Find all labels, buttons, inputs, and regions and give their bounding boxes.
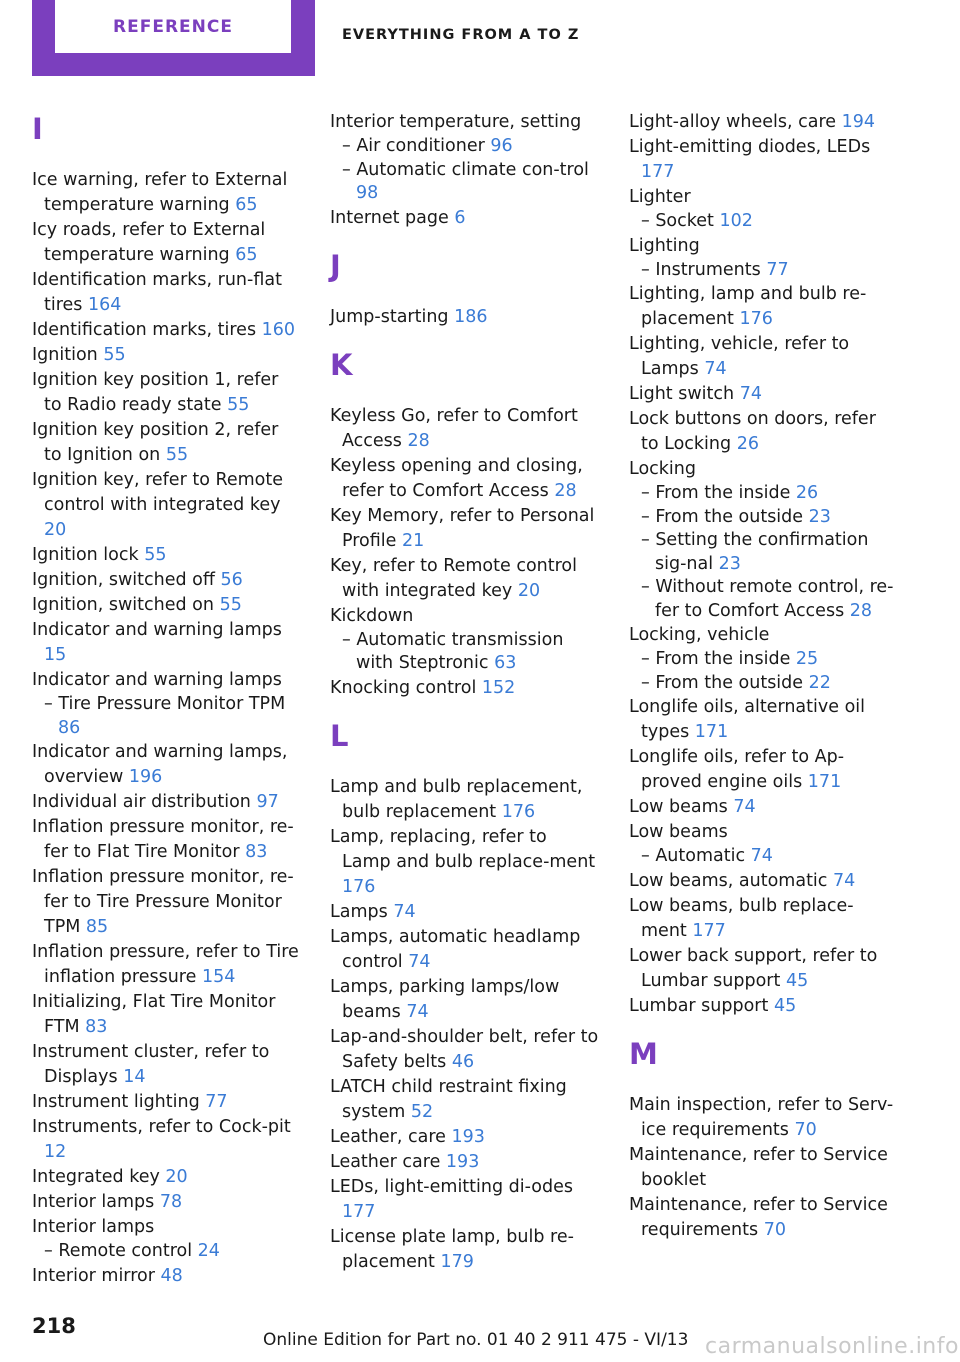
entry-text: Ignition key, refer to Remote control with integrated key [32,470,283,515]
section-tab: REFERENCE [55,0,291,53]
entry-text: Lumbar support [629,995,769,1016]
entry-text: Instruments, refer to Cock-pit [32,1117,291,1137]
index-entry [330,925,600,975]
entry-text: From the inside [655,483,791,503]
index-entry [330,1225,600,1275]
index-entry [32,268,300,318]
page-reference-link[interactable]: 55 [165,445,189,465]
index-subentry [629,529,899,576]
entry-text: Instrument lighting [32,1092,200,1112]
entry-text: Longlife oils, refer to Ap-proved engine oils [629,747,845,792]
index-subentry [629,648,899,672]
index-entry [629,994,899,1019]
entry-text: Lamp and bulb replacement, bulb replacement [330,776,583,822]
entry-text: Maintenance, refer to Service booklet [629,1144,888,1190]
entry-text: Lighting, vehicle, refer to Lamps [629,334,850,379]
page-reference-link[interactable]: 52 [410,1101,434,1122]
index-entry [32,593,300,618]
entry-text: Tire Pressure Monitor TPM [58,694,286,714]
page-reference-link[interactable]: 24 [197,1241,220,1261]
page-reference-link[interactable]: 78 [159,1192,183,1212]
entry-text: Leather care [330,1151,441,1172]
index-entry [32,468,300,543]
index-subentry [330,629,600,676]
index-entry [32,318,300,343]
page-reference-link[interactable]: 74 [733,797,756,817]
page-reference-link[interactable]: 28 [849,600,873,621]
index-entry [629,382,899,407]
page-reference-link[interactable]: 55 [144,545,167,565]
index-section-letter: I [32,112,43,146]
page-reference-link[interactable]: 77 [766,259,789,280]
entry-text: Jump-starting [330,306,449,327]
page-reference-link[interactable]: 55 [103,345,126,365]
index-entry [32,668,300,693]
index-entry [629,457,899,482]
page-reference-link[interactable]: 177 [692,920,726,941]
entry-text: Low beams [629,797,728,817]
entry-text: Automatic [655,846,746,866]
entry-text: Ignition [32,345,98,365]
entry-text: Lap-and-shoulder belt, refer to Safety belts [330,1026,599,1072]
entry-text: Inflation pressure monitor, re-fer to Flat Tire Monitor [32,817,294,862]
entry-text: Indicator and warning lamps [32,620,282,640]
entry-text: Lamps, parking lamps/low beams [330,976,560,1022]
entry-text: Ignition lock [32,545,139,565]
page-reference-link[interactable]: 98 [356,183,379,203]
index-entry [32,1264,300,1289]
entry-text: License plate lamp, bulb re-placement [330,1226,574,1272]
index-entry [330,975,600,1025]
entry-text: Internet page [330,207,449,228]
entry-text: Maintenance, refer to Service requirements [629,1194,888,1240]
index-entry [629,135,899,185]
entry-text: Icy roads, refer to External temperature warning [32,220,266,265]
edition-footer: Online Edition for Part no. 01 40 2 911 475 - VI/13 [263,1330,689,1350]
entry-text: Locking, vehicle [629,625,770,645]
entry-text: Ice warning, refer to External temperature warning [32,170,288,215]
index-entry [330,110,600,135]
entry-text: Remote control [58,1241,193,1261]
index-column-1 [32,110,300,1289]
index-section-letter: K [330,347,353,382]
page-reference-link[interactable]: 176 [739,309,773,329]
entry-text: Setting the confirmation sig-nal [655,530,869,574]
index-subentry [629,576,899,623]
page-reference-link[interactable]: 97 [256,792,279,812]
entry-text: Kickdown [330,605,414,626]
index-subentry [629,210,899,234]
page-reference-link[interactable]: 74 [408,951,431,972]
index-subentry [330,159,600,206]
page-reference-link[interactable]: 177 [342,1201,376,1222]
entry-text: Automatic climate con-trol [356,159,589,180]
entry-text: Lamps, automatic headlamp control [330,926,581,972]
page-reference-link[interactable]: 193 [451,1126,485,1147]
entry-text: Automatic transmission with Steptronic [356,629,564,673]
index-subentry [629,259,899,283]
entry-text: Locking [629,459,696,479]
entry-text: Ignition key position 2, refer to Ignition on [32,420,279,465]
page-reference-link[interactable]: 194 [841,112,876,132]
index-entry [629,869,899,894]
index-entry [629,623,899,648]
entry-text: Light-emitting diodes, LEDs [629,137,871,157]
entry-text: Without remote control, re-fer to Comfort Access [655,577,894,621]
index-entry [32,1190,300,1215]
entry-text: Lock buttons on doors, refer to Locking [629,409,876,454]
index-entry [330,305,600,330]
index-entry [330,676,600,701]
index-subentry [629,672,899,696]
page-reference-link[interactable]: 164 [88,295,122,315]
entry-text: Ignition key position 1, refer to Radio ready state [32,370,279,415]
entry-text: Interior lamps [32,1217,155,1237]
entry-text: From the outside [655,506,804,527]
entry-text: Interior lamps [32,1192,155,1212]
page-number: 218 [32,1314,76,1338]
index-entry [32,815,300,865]
index-entry [330,454,600,504]
index-entry [330,1175,600,1225]
index-entry [32,368,300,418]
page-reference-link[interactable]: 193 [445,1151,480,1172]
page-reference-link[interactable]: 45 [785,970,809,991]
page-reference-link[interactable]: 102 [719,211,753,231]
entry-text: Indicator and warning lamps [32,670,282,690]
index-entry [32,343,300,368]
index-entry [32,1040,300,1090]
page-reference-link[interactable]: 45 [773,995,797,1016]
page-reference-link[interactable]: 26 [795,483,819,503]
page-reference-link[interactable]: 154 [201,967,236,987]
page-reference-link[interactable]: 21 [402,530,425,551]
index-subentry [330,135,600,159]
index-entry [32,865,300,940]
index-entry [32,218,300,268]
page-reference-link[interactable]: 15 [44,645,67,665]
index-entry [330,604,600,629]
entry-text: Air conditioner [356,136,485,156]
index-entry [629,407,899,457]
page-reference-link[interactable]: 176 [501,801,536,822]
page-reference-link[interactable]: 176 [342,876,376,897]
page-reference-link[interactable]: 20 [517,580,541,601]
entry-text: Leather, care [330,1126,446,1147]
page-reference-link[interactable]: 152 [481,677,516,698]
page-reference-link[interactable]: 56 [220,570,243,590]
page-reference-link[interactable]: 96 [490,136,513,156]
page-reference-link[interactable]: 74 [406,1001,429,1022]
entry-text: Low beams, bulb replace-ment [629,895,854,941]
page-reference-link[interactable]: 83 [85,1017,108,1037]
entry-text: Identification marks, run-flat tires [32,270,282,315]
page-reference-link[interactable]: 23 [808,506,831,527]
entry-text: From the inside [655,649,791,669]
index-entry [629,745,899,795]
entry-text: Lamps [330,901,388,922]
entry-text: Low beams [629,822,728,842]
entry-text: Main inspection, refer to Serv-ice requirements [629,1094,894,1140]
index-entry [629,820,899,845]
page-reference-link[interactable]: 28 [407,430,430,451]
page-reference-link[interactable]: 74 [739,384,762,404]
entry-text: Inflation pressure monitor, re-fer to Tire Pressure Monitor TPM [32,867,294,937]
page-reference-link[interactable]: 23 [718,553,741,574]
page-reference-link[interactable]: 12 [44,1142,67,1162]
page-reference-link[interactable]: 22 [808,672,831,693]
page-reference-link[interactable]: 20 [165,1167,188,1187]
index-entry [330,206,600,231]
page-reference-link[interactable]: 74 [750,846,773,866]
entry-text: Low beams, automatic [629,870,828,891]
entry-text: Instrument cluster, refer to Displays [32,1042,270,1087]
index-entry [629,944,899,994]
page-reference-link[interactable]: 46 [451,1051,475,1072]
index-entry [330,900,600,925]
page-reference-link[interactable]: 179 [440,1251,474,1272]
entry-text: Interior mirror [32,1265,155,1286]
index-entry [32,618,300,668]
entry-text: Light-alloy wheels, care [629,112,837,132]
page-title: EVERYTHING FROM A TO Z [342,27,580,43]
entry-text: Ignition, switched on [32,595,214,615]
entry-text: Light switch [629,384,735,404]
page-reference-link[interactable]: 70 [794,1119,817,1140]
page-reference-link[interactable]: 74 [393,901,416,922]
entry-text: From the outside [655,672,804,693]
index-entry [330,775,600,825]
index-entry [629,894,899,944]
page-reference-link[interactable]: 85 [85,917,109,937]
index-entry [629,282,899,332]
index-subentry [629,845,899,869]
index-column-2 [330,110,600,1275]
page-reference-link[interactable]: 65 [235,195,258,215]
entry-text: LATCH child restraint fixing system [330,1076,567,1122]
index-entry [629,695,899,745]
index-subentry [32,693,300,740]
entry-text: Integrated key [32,1167,160,1187]
entry-text: LEDs, light-emitting di-odes [330,1176,573,1197]
page-reference-link[interactable]: 55 [219,595,242,615]
index-entry [629,1193,899,1243]
page-reference-link[interactable]: 28 [554,480,577,501]
index-entry [32,740,300,790]
index-entry [330,1150,600,1175]
page-reference-link[interactable]: 77 [205,1092,228,1112]
page-reference-link[interactable]: 63 [494,653,517,673]
index-entry [330,504,600,554]
page-reference-link[interactable]: 171 [694,722,729,742]
page-reference-link[interactable]: 6 [454,207,466,228]
entry-text: Inflation pressure, refer to Tire inflation pressure [32,942,299,987]
index-entry [629,185,899,210]
page-reference-link[interactable]: 83 [245,842,268,862]
index-entry [32,990,300,1040]
entry-text: Lighting, lamp and bulb re-placement [629,284,867,329]
page-reference-link[interactable]: 86 [58,717,81,738]
entry-text: Socket [655,211,714,231]
entry-text: Lamp, replacing, refer to Lamp and bulb replace-ment [330,826,596,872]
page-reference-link[interactable]: 70 [763,1219,786,1240]
entry-text: Initializing, Flat Tire Monitor FTM [32,992,276,1037]
index-entry [629,332,899,382]
page-reference-link[interactable]: 74 [704,359,727,379]
index-entry [32,168,300,218]
entry-text: Identification marks, tires [32,320,257,340]
index-subentry [32,1240,300,1264]
entry-text: Lighting [629,235,700,256]
index-entry [330,1125,600,1150]
page-reference-link[interactable]: 177 [641,162,675,182]
entry-text: Indicator and warning lamps, overview [32,742,288,787]
index-section-letter: L [330,718,349,753]
entry-text: Keyless Go, refer to Comfort Access [330,405,578,451]
entry-text: Longlife oils, alternative oil types [629,697,865,742]
index-entry [32,940,300,990]
entry-text: Individual air distribution [32,792,251,812]
page-reference-link[interactable]: 160 [261,320,296,340]
entry-text: Key Memory, refer to Personal Profile [330,505,595,551]
index-entry [330,1025,600,1075]
page-reference-link[interactable]: 196 [128,767,163,787]
index-column-3 [629,110,899,1243]
page-reference-link[interactable]: 65 [235,245,258,265]
entry-text: Lower back support, refer to Lumbar support [629,945,878,991]
page-reference-link[interactable]: 74 [833,870,856,891]
entry-text: Ignition, switched off [32,570,215,590]
index-entry [32,790,300,815]
index-entry [32,1090,300,1115]
entry-text: Knocking control [330,677,477,698]
index-entry [629,1093,899,1143]
page-reference-link[interactable]: 55 [227,395,250,415]
index-subentry [629,506,899,530]
index-entry [629,795,899,820]
index-entry [32,568,300,593]
watermark: carmanualsonline.info [705,1334,959,1359]
entry-text: Keyless opening and closing, refer to Comfort Access [330,455,583,501]
entry-text: Interior temperature, setting [330,112,582,132]
index-entry [330,1075,600,1125]
index-entry [32,543,300,568]
entry-text: Instruments [655,259,761,280]
index-entry [32,1115,300,1165]
index-entry [629,110,899,135]
page-reference-link[interactable]: 14 [123,1067,146,1087]
index-section-letter: M [629,1036,658,1071]
index-section-letter: J [330,248,341,283]
page-reference-link[interactable]: 25 [795,649,819,669]
entry-text: Lighter [629,187,691,207]
index-entry [330,554,600,604]
index-entry [32,418,300,468]
index-entry [629,1143,899,1193]
index-entry [629,234,899,259]
index-entry [32,1215,300,1240]
page-reference-link[interactable]: 20 [44,520,67,540]
index-entry [32,1165,300,1190]
page-reference-link[interactable]: 26 [736,434,759,454]
page-reference-link[interactable]: 48 [160,1265,183,1286]
page-reference-link[interactable]: 186 [454,306,488,327]
page-reference-link[interactable]: 171 [807,772,842,792]
entry-text: Key, refer to Remote control with integrated key [330,555,577,601]
index-subentry [629,482,899,506]
index-entry [330,825,600,900]
index-entry [330,404,600,454]
